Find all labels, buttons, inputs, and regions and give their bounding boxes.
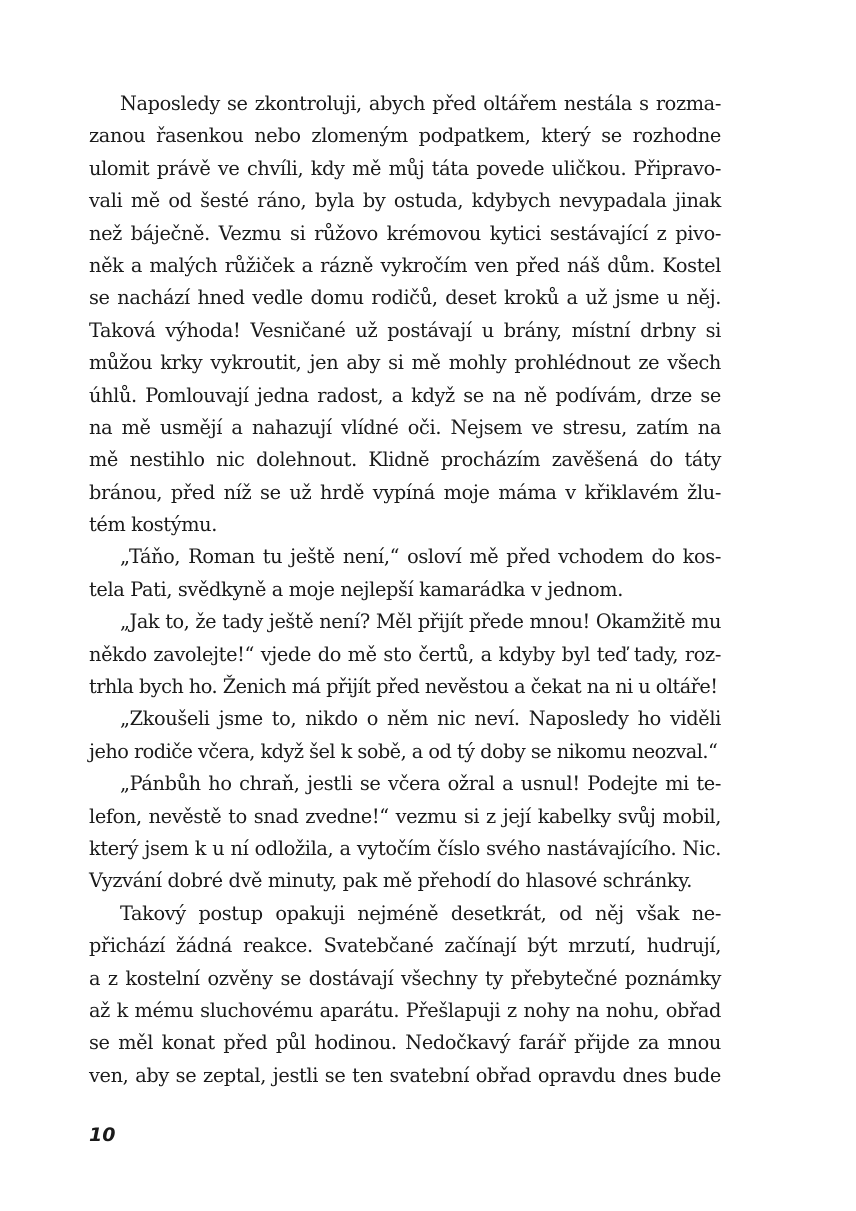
- paragraph: [89, 541, 721, 606]
- paragraph: [89, 88, 721, 541]
- text-line: bránou, před níž se už hrdě vypíná moje máma v křiklavém žlu-: [89, 480, 721, 504]
- text-line: něk a malých růžiček a rázně vykročím ven před náš dům. Kostel: [89, 253, 721, 277]
- text-line: se měl konat před půl hodinou. Nedočkavý farář přijde za mnou: [89, 1031, 721, 1055]
- text-line: Taková výhoda! Vesničané už postávají u brány, místní drbny si: [89, 318, 721, 342]
- text-line: ven, aby se zeptal, jestli se ten svatební obřad opravdu dnes bude: [89, 1063, 721, 1087]
- text-line: úhlů. Pomlouvají jedna radost, a když se na ně podívám, drze se: [89, 383, 721, 407]
- text-line: „Zkoušeli jsme to, nikdo o něm nic neví. Naposledy ho viděli: [120, 707, 721, 731]
- body-text: [89, 88, 721, 1092]
- paragraph: [89, 898, 721, 1092]
- text-line: „Táňo, Roman tu ještě není,“ osloví mě před vchodem do kos-: [120, 545, 721, 569]
- text-line: na mě usmějí a nahazují vlídné oči. Nejsem ve stresu, zatím na: [89, 415, 721, 439]
- text-line: Vyzvání dobré dvě minuty, pak mě přehodí do hlasové schránky.: [89, 869, 692, 893]
- text-line: mě nestihlo nic dolehnout. Klidně procházím zavěšená do táty: [89, 448, 721, 472]
- text-line: a z kostelní ozvěny se dostávají všechny ty přebytečné poznámky: [89, 966, 721, 990]
- text-line: Takový postup opakuji nejméně desetkrát, od něj však ne-: [120, 901, 721, 925]
- text-line: tela Pati, svědkyně a moje nejlepší kamarádka v jednom.: [89, 577, 624, 601]
- paragraph: [89, 606, 721, 703]
- text-line: ulomit právě ve chvíli, kdy mě můj táta povede uličkou. Připravo-: [89, 156, 721, 180]
- text-line: až k mému sluchovému aparátu. Přešlapuji z nohy na nohu, obřad: [89, 998, 721, 1022]
- text-line: se nachází hned vedle domu rodičů, deset kroků a už jsme u něj.: [89, 286, 721, 310]
- text-line: „Jak to, že tady ještě není? Měl přijít přede mnou! Okamžitě mu: [120, 610, 721, 634]
- text-line: lefon, nevěstě to snad zvedne!“ vezmu si z její kabelky svůj mobil,: [89, 804, 721, 828]
- text-line: někdo zavolejte!“ vjede do mě sto čertů, a kdyby byl teď tady, roz-: [89, 642, 721, 666]
- text-line: vali mě od šesté ráno, byla by ostuda, kdybych nevypadala jinak: [89, 189, 721, 213]
- text-line: přichází žádná reakce. Svatebčané začínají být mrzutí, hudrují,: [89, 934, 721, 958]
- text-line: můžou krky vykroutit, jen aby si mě mohly prohlédnout ze všech: [89, 351, 721, 375]
- text-line: „Pánbůh ho chraň, jestli se včera ožral a usnul! Podejte mi te-: [120, 772, 721, 796]
- page-number: 10: [89, 1124, 116, 1146]
- text-line: jeho rodiče včera, když šel k sobě, a od tý doby se nikomu neozval.“: [89, 739, 718, 763]
- text-line: Naposledy se zkontroluji, abych před oltářem nestála s rozma-: [120, 92, 721, 115]
- text-line: trhla bych ho. Ženich má přijít před nevěstou a čekat na ni u oltáře!: [89, 675, 718, 699]
- paragraph: [89, 703, 721, 768]
- paragraph: [89, 768, 721, 898]
- text-line: tém kostýmu.: [89, 513, 218, 537]
- text-line: který jsem k u ní odložila, a vytočím číslo svého nastávajícího. Nic.: [89, 836, 721, 860]
- text-line: zanou řasenkou nebo zlomeným podpatkem, který se rozhodne: [89, 124, 721, 148]
- text-line: než báječně. Vezmu si růžovo krémovou kytici sestávající z pivo-: [89, 221, 721, 245]
